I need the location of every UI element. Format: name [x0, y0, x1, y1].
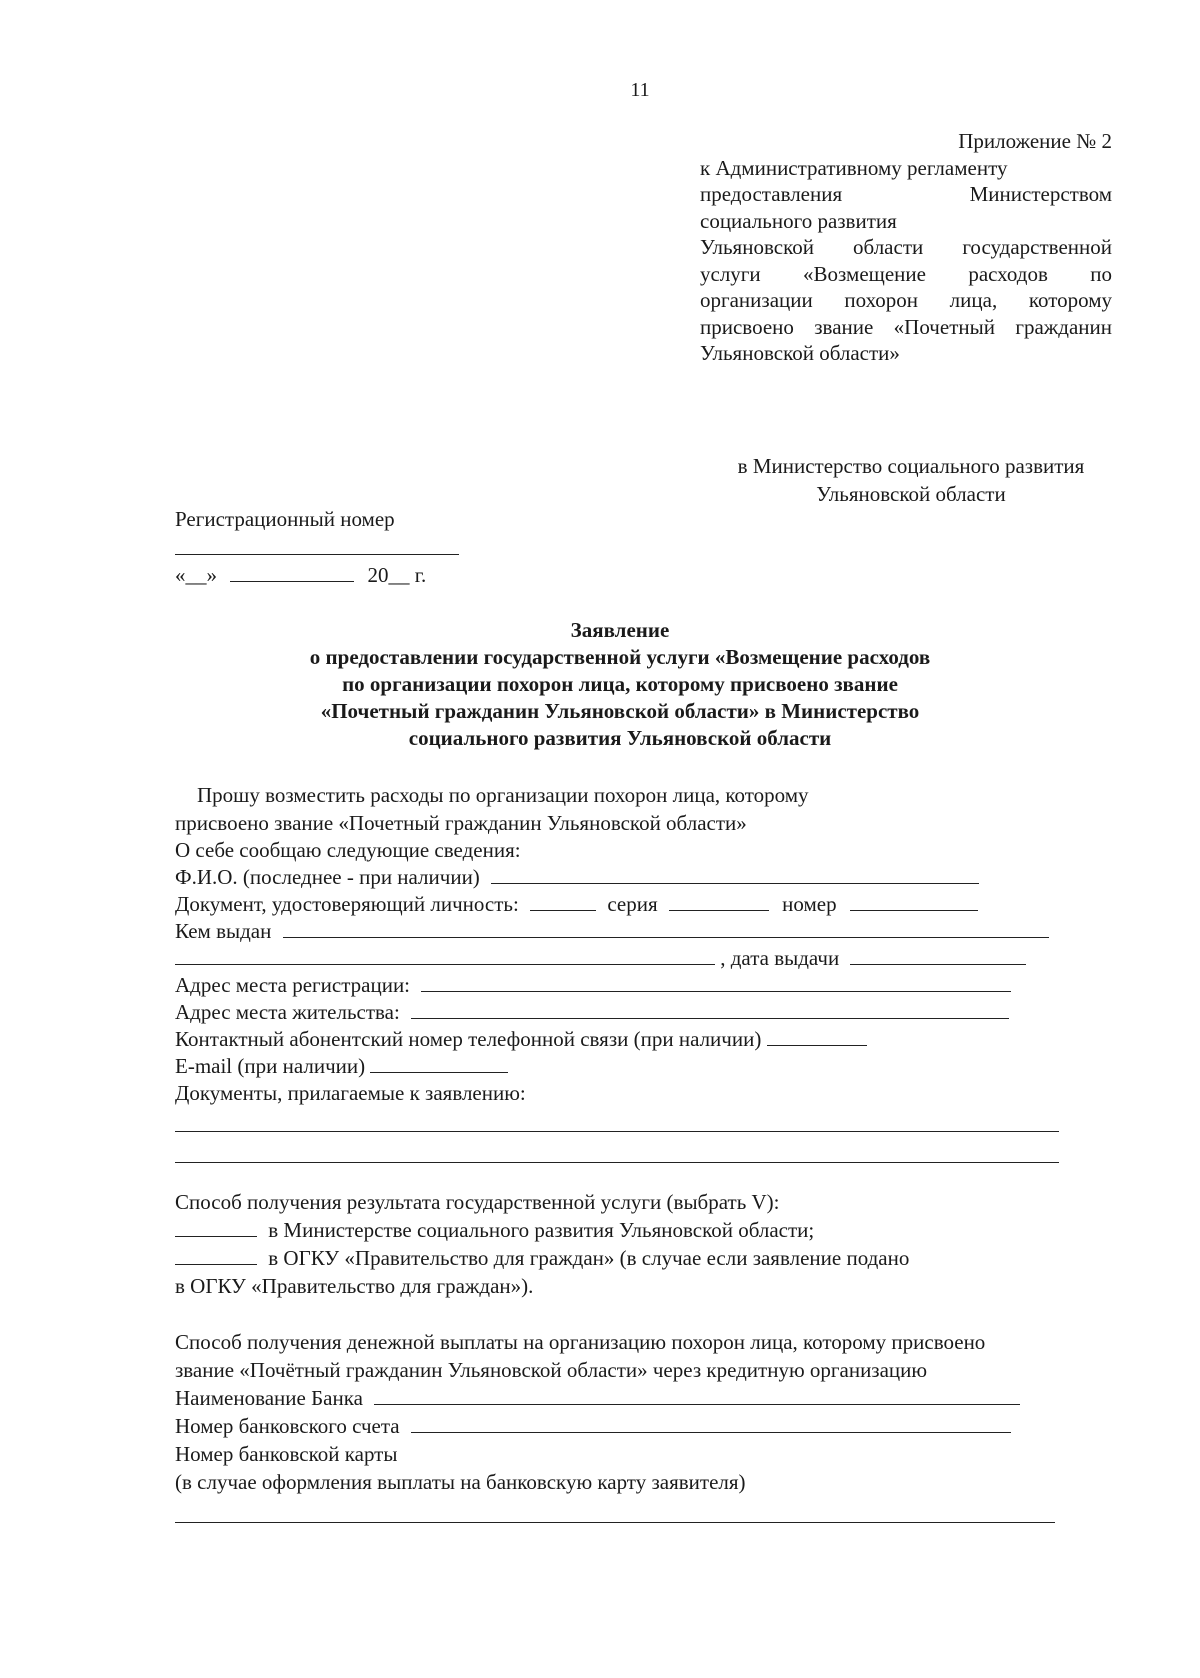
account-row — [175, 1414, 1011, 1439]
bank-name-row — [175, 1386, 1020, 1411]
registration-number-field[interactable] — [175, 554, 459, 555]
result-heading: Способ получения результата государственной услуги (выбрать V): — [175, 1190, 780, 1214]
payment-line: Способ получения денежной выплаты на организацию похорон лица, которому присвоено — [175, 1330, 986, 1354]
date-month-field[interactable] — [230, 563, 354, 582]
id-doc-type-field[interactable] — [530, 892, 596, 911]
docs-field[interactable] — [175, 1131, 1059, 1132]
appendix-line: Ульяновской области» — [700, 341, 900, 365]
series-label: серия — [607, 892, 658, 916]
result-option-2-cont: в ОГКУ «Правительство для граждан»). — [175, 1274, 534, 1298]
result-option-1 — [175, 1218, 814, 1243]
result-option-1-label: в Министерстве социального развития Ульяновской области; — [268, 1218, 815, 1242]
statement-title-line: Заявление — [570, 618, 670, 642]
statement-title-line: о предоставлении государственной услуги «Возмещение расходов — [309, 645, 931, 669]
appendix-line: предоставления Министерством — [700, 182, 1112, 206]
appendix-line: организации похорон лица, которому — [700, 288, 1112, 312]
phone-label: Контактный абонентский номер телефонной связи (при наличии) — [175, 1027, 762, 1051]
account-label: Номер банковского счета — [175, 1414, 400, 1438]
appendix-block — [700, 128, 1112, 367]
card-number-field[interactable] — [175, 1522, 1055, 1523]
statement-title — [230, 617, 1010, 752]
page-number: 11 — [630, 79, 650, 101]
bank-name-field[interactable] — [374, 1386, 1020, 1405]
payment-line: звание «Почётный гражданин Ульяновской области» через кредитную организацию — [175, 1358, 928, 1382]
issue-date-row — [175, 946, 1026, 971]
phone-row — [175, 1027, 867, 1052]
phone-field[interactable] — [767, 1027, 867, 1046]
card-note: (в случае оформления выплаты на банковскую карту заявителя) — [175, 1470, 746, 1494]
date-year-label: 20__ г. — [367, 563, 427, 587]
email-label: E-mail (при наличии) — [175, 1054, 366, 1078]
live-address-row — [175, 1000, 1009, 1025]
live-address-label: Адрес места жительства: — [175, 1000, 400, 1024]
issued-by-label: Кем выдан — [175, 919, 272, 943]
statement-title-line: «Почетный гражданин Ульяновской области» в Министерство — [320, 699, 920, 723]
issue-date-label: , дата выдачи — [720, 946, 840, 970]
date-day-field[interactable]: «__» — [175, 563, 217, 587]
registration-label: Регистрационный номер — [175, 507, 395, 531]
registration-date — [175, 563, 426, 588]
docs-field[interactable] — [175, 1162, 1059, 1163]
result-option-1-mark[interactable] — [175, 1218, 257, 1237]
statement-title-line: социального развития Ульяновской области — [408, 726, 832, 750]
appendix-line: Ульяновской области государственной — [700, 235, 1112, 259]
series-field[interactable] — [669, 892, 769, 911]
statement-title-line: по организации похорон лица, которому присвоено звание — [342, 672, 898, 696]
reg-address-field[interactable] — [421, 973, 1011, 992]
email-field[interactable] — [370, 1054, 508, 1073]
addressee-line: Ульяновской области — [816, 482, 1006, 506]
request-line: присвоено звание «Почетный гражданин Ульяновской области» — [175, 811, 747, 835]
fio-row — [175, 865, 979, 890]
id-doc-row — [175, 892, 978, 917]
appendix-line: социального развития — [700, 208, 897, 233]
live-address-field[interactable] — [411, 1000, 1009, 1019]
email-row — [175, 1054, 508, 1079]
number-field[interactable] — [850, 892, 978, 911]
result-option-2 — [175, 1246, 909, 1271]
card-label: Номер банковской карты — [175, 1442, 398, 1466]
issued-by-row — [175, 919, 1049, 944]
result-option-2-label: в ОГКУ «Правительство для граждан» (в случае если заявление подано — [268, 1246, 910, 1270]
issue-date-field[interactable] — [850, 946, 1026, 965]
addressee — [716, 452, 1106, 508]
addressee-line: в Министерство социального развития — [737, 454, 1085, 478]
about-heading: О себе сообщаю следующие сведения: — [175, 838, 521, 862]
id-doc-label: Документ, удостоверяющий личность: — [175, 892, 519, 916]
issued-by-field[interactable] — [283, 919, 1049, 938]
docs-label: Документы, прилагаемые к заявлению: — [175, 1081, 526, 1105]
appendix-line: к Административному регламенту — [700, 155, 1008, 180]
request-line: Прошу возместить расходы по организации похорон лица, которому — [197, 783, 809, 807]
bank-name-label: Наименование Банка — [175, 1386, 363, 1410]
appendix-title: Приложение № 2 — [958, 129, 1112, 153]
appendix-line: присвоено звание «Почетный гражданин — [700, 314, 1112, 339]
reg-address-row — [175, 973, 1011, 998]
issued-by-field-cont[interactable] — [175, 946, 715, 965]
result-option-2-mark[interactable] — [175, 1246, 257, 1265]
fio-label: Ф.И.О. (последнее - при наличии) — [175, 865, 480, 889]
fio-field[interactable] — [491, 865, 979, 884]
number-label: номер — [782, 892, 837, 916]
reg-address-label: Адрес места регистрации: — [175, 973, 411, 997]
account-field[interactable] — [411, 1414, 1011, 1433]
appendix-line: услуги «Возмещение расходов по — [700, 261, 1112, 286]
